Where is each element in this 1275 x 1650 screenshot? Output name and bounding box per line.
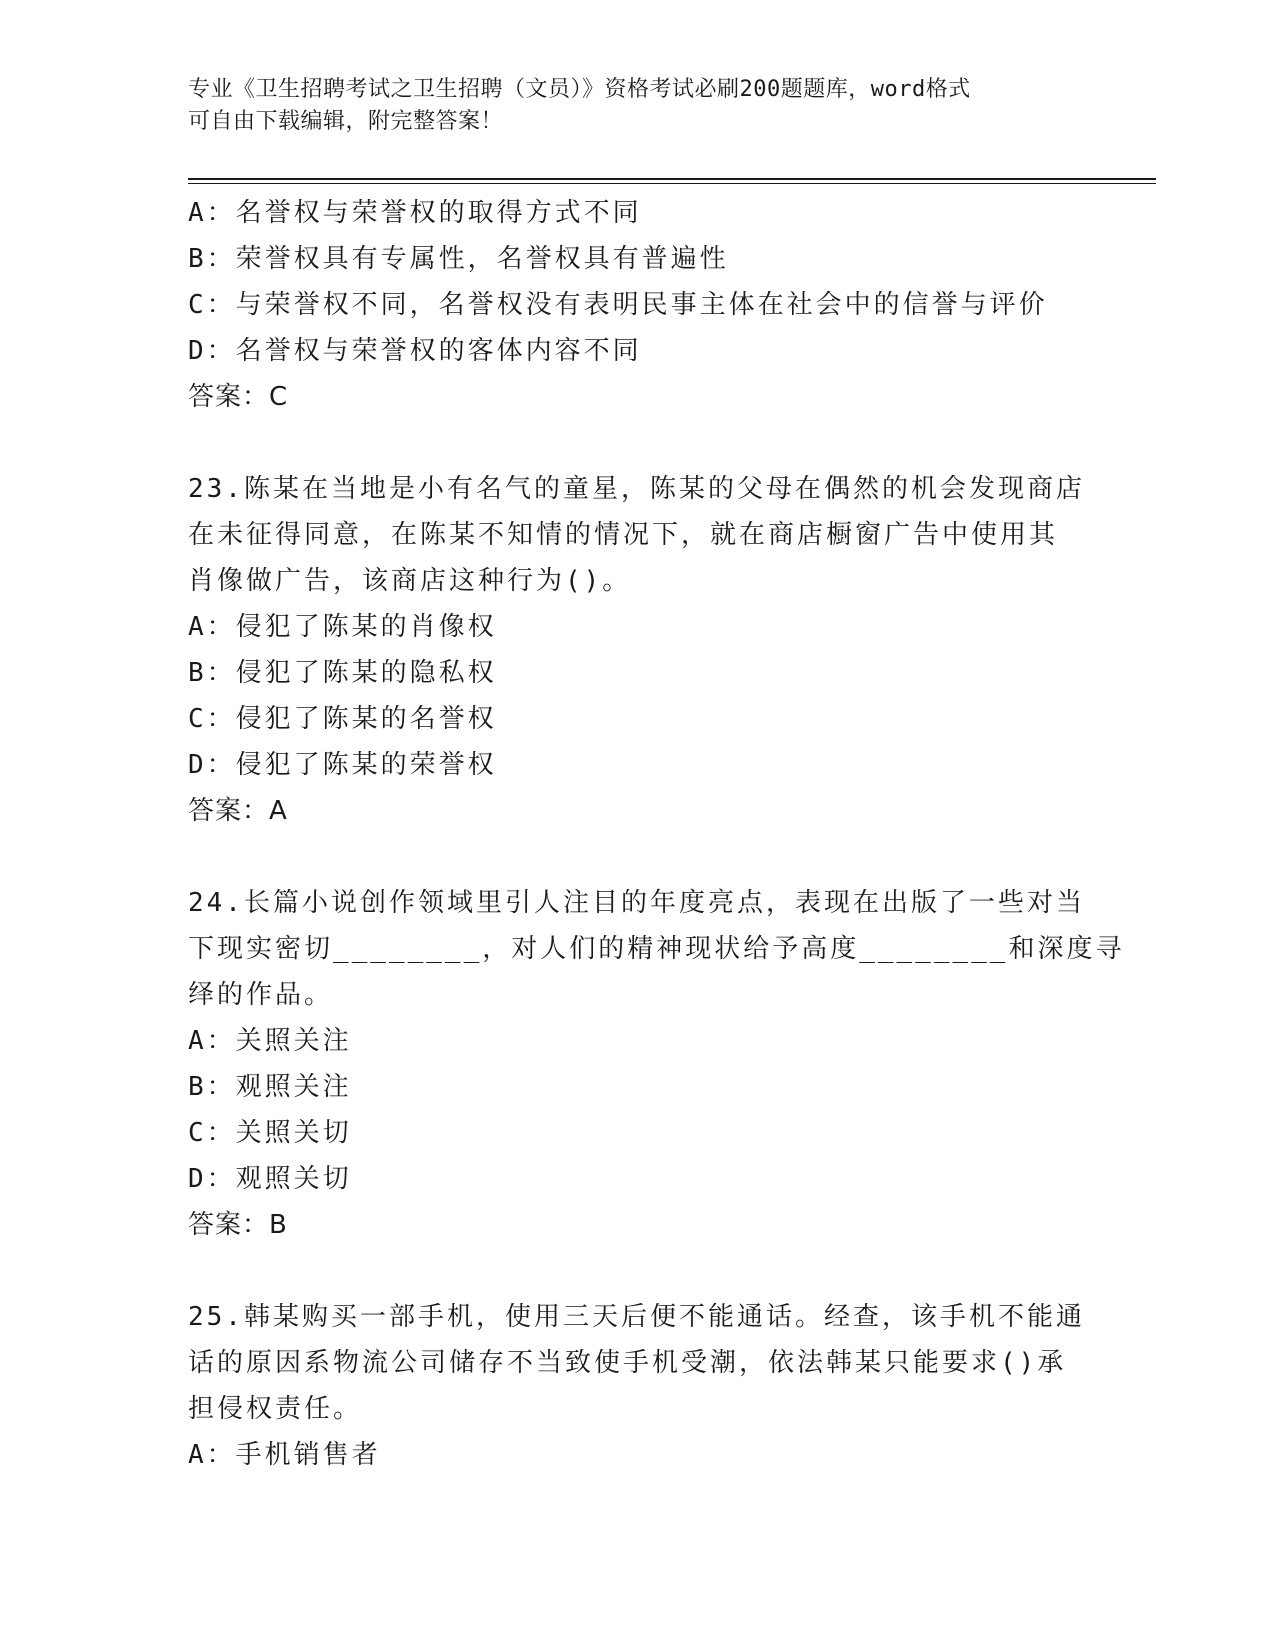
option-d: D：侵犯了陈某的荣誉权	[188, 750, 497, 780]
question-25	[188, 1294, 1088, 1478]
answer: 答案：B	[188, 1210, 288, 1240]
spacer	[188, 1248, 1088, 1294]
option-b: B：侵犯了陈某的隐私权	[188, 658, 497, 688]
option-c: C：侵犯了陈某的名誉权	[188, 704, 497, 734]
header-title-line-1: 专业《卫生招聘考试之卫生招聘（文员）》资格考试必刷200题题库，word格式	[188, 77, 971, 102]
option-b: B：荣誉权具有专属性，名誉权具有普遍性	[188, 244, 729, 274]
option-d: D：观照关切	[188, 1164, 352, 1194]
option-d: D：名誉权与荣誉权的客体内容不同	[188, 336, 642, 366]
document-header	[188, 74, 1068, 138]
option-c: C：关照关切	[188, 1118, 352, 1148]
question-list	[188, 190, 1125, 1478]
question-stem-line: 绎的作品。	[188, 980, 334, 1010]
spacer	[188, 420, 1088, 466]
question-22	[188, 190, 1088, 420]
question-23	[188, 466, 1088, 834]
answer: 答案：A	[188, 796, 288, 826]
answer: 答案：C	[188, 382, 289, 412]
option-a: A：名誉权与荣誉权的取得方式不同	[188, 198, 642, 228]
option-c: C：与荣誉权不同，名誉权没有表明民事主体在社会中的信誉与评价	[188, 290, 1048, 320]
option-a: A：侵犯了陈某的肖像权	[188, 612, 497, 642]
question-24	[188, 880, 1125, 1248]
spacer	[188, 834, 1088, 880]
question-stem-line: 话的原因系物流公司储存不当致使手机受潮，依法韩某只能要求()承	[188, 1348, 1067, 1378]
option-a: A：关照关注	[188, 1026, 352, 1056]
question-stem-line: 在未征得同意，在陈某不知情的情况下，就在商店橱窗广告中使用其	[188, 520, 1059, 550]
question-stem-line: 下现实密切________，对人们的精神现状给予高度________和深度寻	[188, 934, 1125, 964]
header-title-line-2: 可自由下载编辑，附完整答案！	[188, 109, 504, 134]
question-stem-line: 24.长篇小说创作领域里引人注目的年度亮点，表现在出版了一些对当	[188, 888, 1085, 918]
option-b: B：观照关注	[188, 1072, 352, 1102]
question-stem-line: 23.陈某在当地是小有名气的童星，陈某的父母在偶然的机会发现商店	[188, 474, 1085, 504]
question-stem-line: 担侵权责任。	[188, 1394, 363, 1424]
question-stem-line: 肖像做广告，该商店这种行为()。	[188, 566, 632, 596]
header-divider-thick	[188, 178, 1156, 180]
header-divider-thin	[188, 183, 1156, 184]
option-a: A：手机销售者	[188, 1440, 381, 1470]
question-stem-line: 25.韩某购买一部手机，使用三天后便不能通话。经查，该手机不能通	[188, 1302, 1085, 1332]
